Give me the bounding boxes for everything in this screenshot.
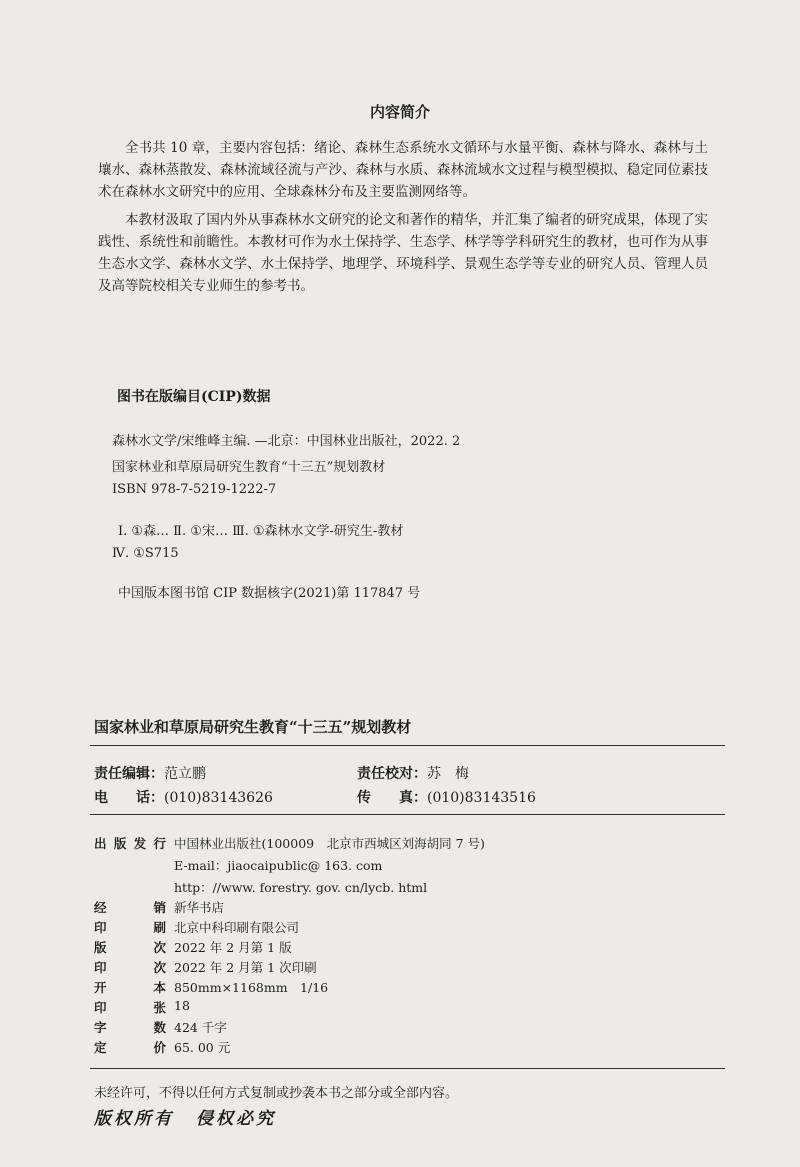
printer-row — [94, 918, 300, 936]
publisher-email: E-mail：jiaocaipublic@ 163. com — [174, 858, 383, 873]
proofreader-field — [357, 763, 469, 783]
editor-label: 责任编辑： — [94, 766, 164, 782]
printer-label: 印 刷 — [94, 920, 166, 935]
fax-value: (010)83143516 — [427, 790, 536, 806]
edition-label: 版 次 — [94, 940, 166, 955]
rights-motto-right: 侵权必究 — [196, 1109, 276, 1129]
cip-subjects: Ⅰ. ①森… Ⅱ. ①宋… Ⅲ. ①森林水文学-研究生-教材 — [118, 524, 404, 539]
publisher-value: 中国林业出版社(100009 北京市西城区刘海胡同 7 号) — [174, 836, 485, 851]
divider — [90, 745, 725, 746]
impression-label: 印 次 — [94, 960, 166, 975]
distributor-label: 经 销 — [94, 900, 166, 915]
sheets-label: 印 张 — [94, 1000, 166, 1015]
sheets-row — [94, 998, 190, 1016]
format-label: 开 本 — [94, 980, 166, 995]
fax-field — [357, 787, 536, 807]
cip-isbn: ISBN 978-7-5219-1222-7 — [112, 482, 277, 497]
intro-title: 内容简介 — [369, 103, 430, 121]
distributor-row — [94, 898, 225, 916]
intro-paragraph-1: 全书共 10 章，主要内容包括：绪论、森林生态系统水文循环与水量平衡、森林与降水、森林与土壤水、森林蒸散发、森林流域径流与产沙、森林与水质、森林流域水文过程与模型模拟、稳定同位素技术在森林水文研究中的应用、全球森林分布及主要监测网络等。 — [98, 140, 708, 200]
printer-value: 北京中科印刷有限公司 — [174, 920, 300, 935]
distributor-value: 新华书店 — [174, 900, 225, 915]
cip-series: 国家林业和草原局研究生教育“十三五”规划教材 — [112, 460, 386, 475]
edition-row — [94, 938, 292, 956]
editor-value: 范立鹏 — [164, 766, 206, 782]
cip-record-number: 中国版本图书馆 CIP 数据核字(2021)第 117847 号 — [118, 586, 421, 601]
editor-field — [94, 763, 206, 783]
sheets-value: 18 — [174, 998, 190, 1013]
proofreader-value: 苏 梅 — [427, 766, 469, 782]
cip-citation: 森林水文学/宋维峰主编. —北京：中国林业出版社，2022. 2 — [112, 434, 461, 449]
rights-motto — [94, 1104, 276, 1129]
rights-note: 未经许可，不得以任何方式复制或抄袭本书之部分或全部内容。 — [94, 1086, 459, 1101]
price-label: 定 价 — [94, 1040, 166, 1055]
rights-motto-left: 版权所有 — [94, 1109, 174, 1129]
publisher-row — [94, 834, 485, 852]
cip-classification: Ⅳ. ①S715 — [112, 546, 179, 561]
phone-field — [94, 787, 273, 807]
publisher-website: http：//www. forestry. gov. cn/lycb. html — [174, 880, 428, 895]
words-value: 424 千字 — [174, 1020, 227, 1035]
format-value: 850mm×1168mm 1/16 — [174, 980, 329, 995]
price-value: 65. 00 元 — [174, 1040, 231, 1055]
divider — [90, 1068, 725, 1069]
publisher-label: 出版发行 — [94, 836, 166, 851]
price-row — [94, 1038, 231, 1056]
impression-row — [94, 958, 317, 976]
intro-paragraph-2: 本教材汲取了国内外从事森林水文研究的论文和著作的精华，并汇集了编者的研究成果，体现了实践性、系统性和前瞻性。本教材可作为水土保持学、生态学、林学等学科研究生的教材，也可作为从事生态水文学、森林水文学、水土保持学、地理学、环境科学、景观生态学等专业的研究人员、管理人员及高等院校相关专业师生的参考书。 — [98, 212, 708, 294]
fax-label: 传 真： — [357, 790, 427, 806]
proofreader-label: 责任校对： — [357, 766, 427, 782]
edition-value: 2022 年 2 月第 1 版 — [174, 940, 292, 955]
series-title: 国家林业和草原局研究生教育“十三五”规划教材 — [94, 718, 412, 736]
format-row — [94, 978, 329, 996]
words-label: 字 数 — [94, 1020, 166, 1035]
words-row — [94, 1018, 227, 1036]
phone-label: 电 话： — [94, 790, 164, 806]
phone-value: (010)83143626 — [164, 790, 273, 806]
impression-value: 2022 年 2 月第 1 次印刷 — [174, 960, 317, 975]
cip-title: 图书在版编目(CIP)数据 — [117, 389, 271, 405]
divider — [90, 814, 725, 815]
